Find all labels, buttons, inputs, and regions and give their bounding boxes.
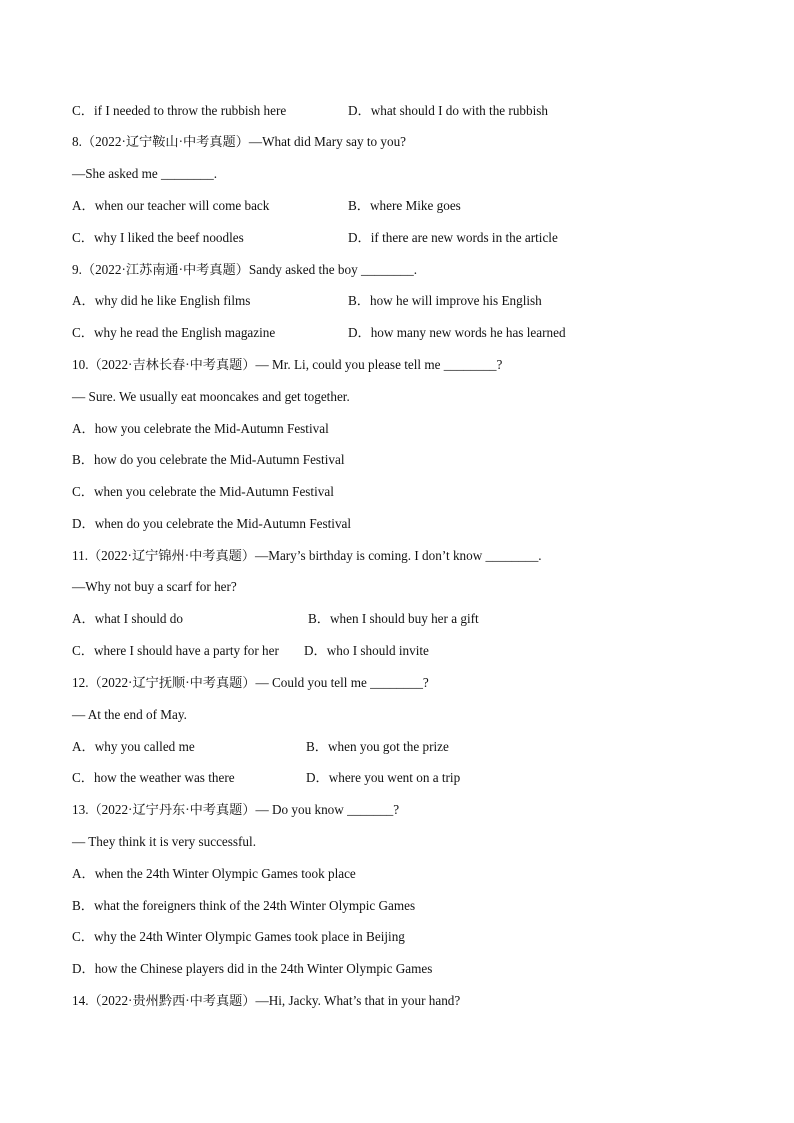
option-b: B．where Mike goes (348, 198, 461, 213)
question-9-stem: 9.（2022·江苏南通·中考真题）Sandy asked the boy ________. (72, 262, 418, 277)
option-c: C．when you celebrate the Mid-Autumn Festival (72, 484, 334, 499)
option-line (72, 229, 558, 247)
option-c: C．why the 24th Winter Olympic Games took place in Beijing (72, 929, 405, 944)
option-a: A．why you called me (72, 739, 195, 754)
option-c: C．if I needed to throw the rubbish here (72, 103, 287, 118)
option-a: A．when our teacher will come back (72, 198, 270, 213)
option-a: A．when the 24th Winter Olympic Games took place (72, 866, 356, 881)
option-d: D．how many new words he has learned (348, 325, 566, 340)
question-10-stem: 10.（2022·吉林长春·中考真题）— Mr. Li, could you please tell me ________? (72, 357, 503, 372)
option-b: B．when you got the prize (306, 739, 449, 754)
option-line (72, 292, 542, 310)
option-line (72, 610, 479, 628)
option-c: C．where I should have a party for her (72, 643, 279, 658)
question-11-stem: 11.（2022·辽宁锦州·中考真题）—Mary’s birthday is coming. I don’t know ________. (72, 548, 542, 563)
option-a: A．why did he like English films (72, 293, 251, 308)
option-line (72, 769, 461, 787)
question-12-stem: 12.（2022·辽宁抚顺·中考真题）— Could you tell me ________? (72, 675, 429, 690)
question-13-response: — They think it is very successful. (72, 834, 256, 849)
option-c: C．why I liked the beef noodles (72, 230, 244, 245)
option-b: B．how do you celebrate the Mid-Autumn Festival (72, 452, 345, 467)
option-line (72, 324, 566, 342)
option-line (72, 738, 449, 756)
question-11-response: —Why not buy a scarf for her? (72, 579, 237, 594)
question-10-response: — Sure. We usually eat mooncakes and get together. (72, 389, 350, 404)
question-14-stem: 14.（2022·贵州黔西·中考真题）—Hi, Jacky. What’s that in your hand? (72, 993, 461, 1008)
question-8-response: —She asked me ________. (72, 166, 218, 181)
option-d: D．what should I do with the rubbish (348, 103, 548, 118)
option-c: C．how the weather was there (72, 770, 235, 785)
option-line (72, 197, 461, 215)
option-d: D．who I should invite (304, 643, 429, 658)
option-d: D．how the Chinese players did in the 24th Winter Olympic Games (72, 961, 433, 976)
option-d: D．if there are new words in the article (348, 230, 558, 245)
question-8-stem: 8.（2022·辽宁鞍山·中考真题）—What did Mary say to you? (72, 134, 407, 149)
option-d: D．when do you celebrate the Mid-Autumn Festival (72, 516, 352, 531)
option-a: A．what I should do (72, 611, 183, 626)
option-c: C．why he read the English magazine (72, 325, 276, 340)
option-b: B．how he will improve his English (348, 293, 542, 308)
option-line (72, 642, 429, 660)
option-b: B．what the foreigners think of the 24th Winter Olympic Games (72, 898, 416, 913)
option-a: A．how you celebrate the Mid-Autumn Festival (72, 421, 329, 436)
question-12-response: — At the end of May. (72, 707, 187, 722)
option-line (72, 102, 548, 120)
option-b: B．when I should buy her a gift (308, 611, 479, 626)
option-d: D．where you went on a trip (306, 770, 461, 785)
question-13-stem: 13.（2022·辽宁丹东·中考真题）— Do you know _______? (72, 802, 400, 817)
